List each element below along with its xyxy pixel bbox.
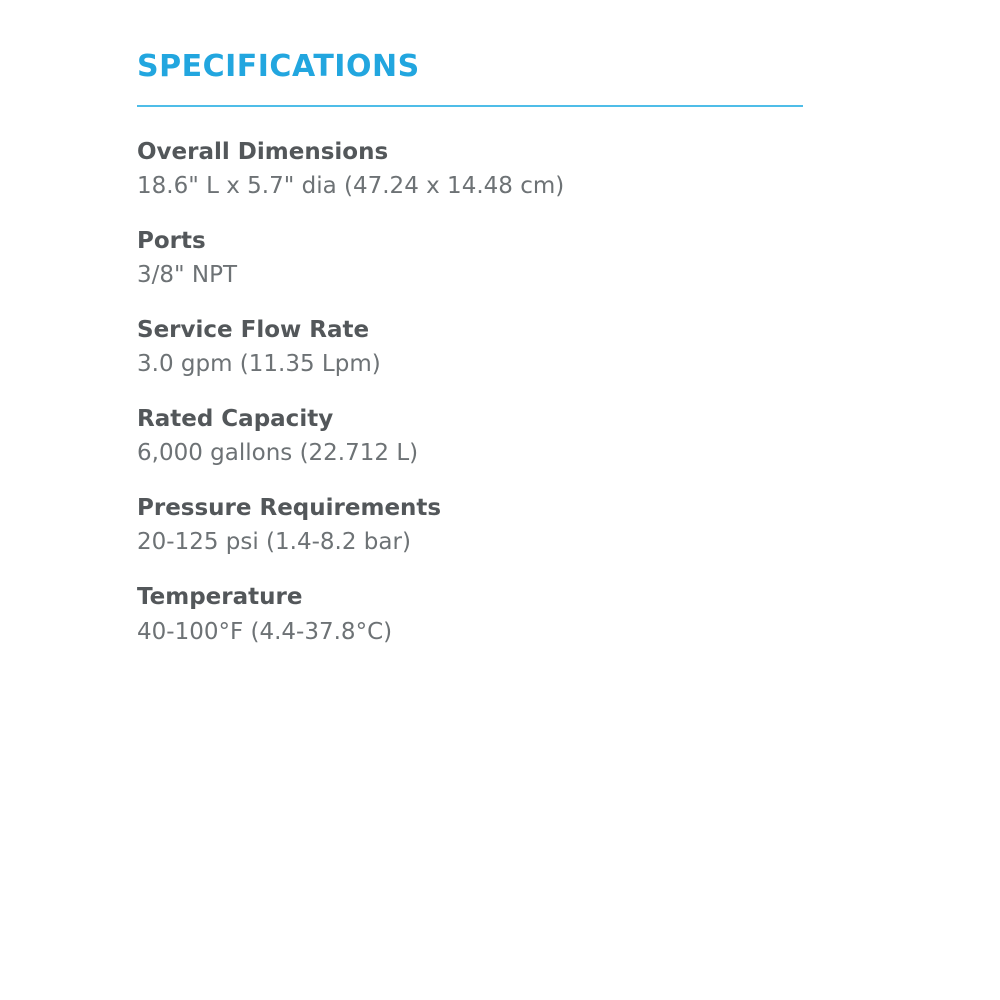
page-title: SPECIFICATIONS [137,49,420,84]
spec-row-overall-dimensions [137,137,805,202]
spec-value: 20-125 psi (1.4-8.2 bar) [137,529,411,556]
spec-row-temperature [137,582,805,647]
spec-row-ports [137,226,805,291]
spec-label: Ports [137,228,206,255]
spec-label: Rated Capacity [137,406,334,433]
title-divider [137,105,803,107]
spec-label: Overall Dimensions [137,139,389,165]
spec-value: 18.6" L x 5.7" dia (47.24 x 14.48 cm) [137,173,565,200]
spec-label: Pressure Requirements [137,495,442,522]
specifications-panel [137,50,805,648]
spec-label: Service Flow Rate [137,317,370,344]
specifications-list [137,137,805,648]
spec-row-rated-capacity [137,404,805,469]
spec-row-service-flow-rate [137,315,805,380]
spec-row-pressure-requirements [137,493,805,558]
spec-label: Temperature [137,584,303,611]
spec-value: 3.0 gpm (11.35 Lpm) [137,351,381,378]
spec-value: 40-100°F (4.4-37.8°C) [137,618,393,645]
spec-value: 3/8" NPT [137,262,238,289]
spec-value: 6,000 gallons (22.712 L) [137,440,419,467]
